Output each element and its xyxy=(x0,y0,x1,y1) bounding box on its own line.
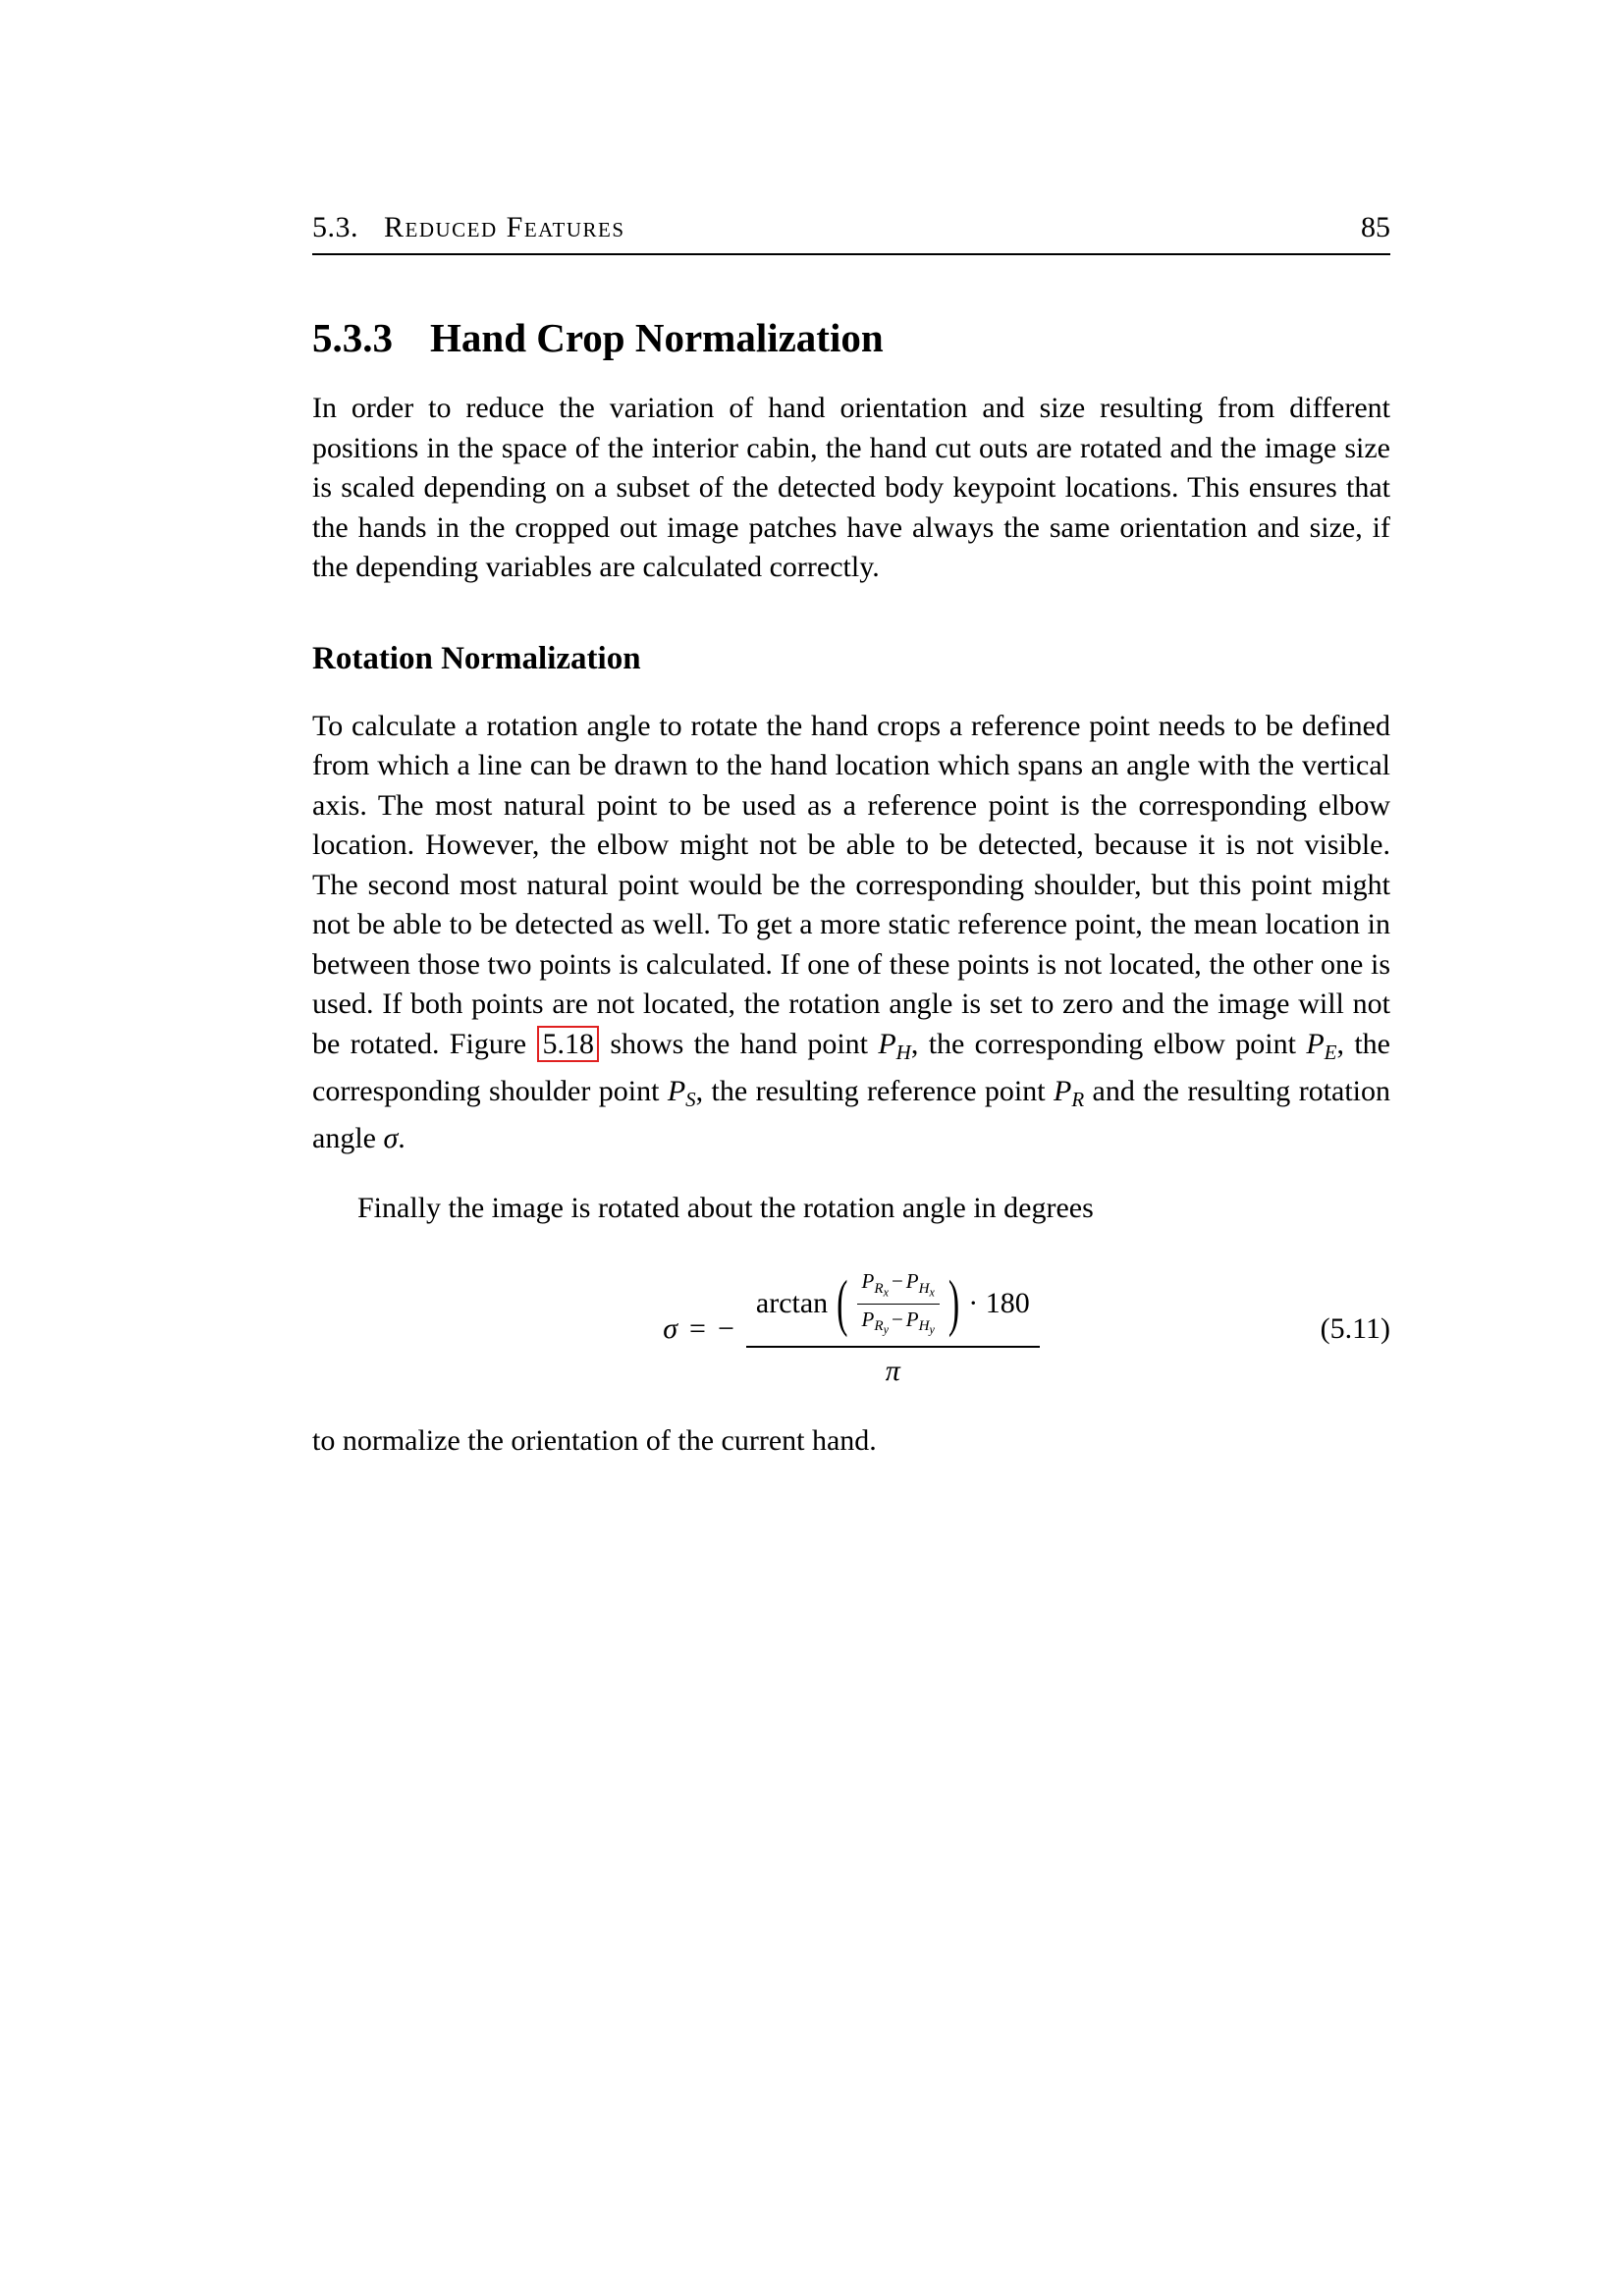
minus-operator: − xyxy=(891,1269,903,1294)
rotation-paragraph-seg-shoulder: , the corresponding shoulder point xyxy=(312,1027,1390,1107)
section-number: 5.3.3 xyxy=(312,315,393,360)
header-section-title: Reduced Features xyxy=(384,211,625,243)
math-sub-H: Hx xyxy=(918,1281,935,1300)
math-sigma: σ xyxy=(383,1122,399,1155)
rotation-paragraph xyxy=(312,707,1390,1159)
math-sub-H: Hy xyxy=(918,1318,935,1338)
rotation-paragraph-text: To calculate a rotation angle to rotate the hand crops a reference point needs to be defined from which a line can be drawn to the hand location which spans an angle with the vertical axis. The most natural point to be used as a reference point is the corresponding elbow location. However, the elbow might not be able to be detected, because it is not visible. The second most natural point would be the corresponding shoulder, but this point might not be able to be detected as well. To get a more static reference point, the mean location in between those two points is calculated. If one of these points is not located, the other one is used. If both points are not located, the rotation angle is set to zero and the image will not be rotated. Figure xyxy=(312,709,1390,1060)
math-var-P: P xyxy=(1306,1027,1325,1060)
closing-paragraph: to normalize the orientation of the current hand. xyxy=(312,1424,877,1458)
rotation-paragraph-period: . xyxy=(398,1122,406,1155)
section-title: Hand Crop Normalization xyxy=(430,315,884,360)
rotation-paragraph-after-ref: shows the hand point xyxy=(599,1027,879,1060)
math-var-P: P xyxy=(1054,1074,1072,1107)
arctan-operator: arctan xyxy=(755,1286,829,1319)
math-var-P: P xyxy=(667,1074,686,1107)
math-sub-R: Rx xyxy=(874,1281,889,1300)
main-fraction-denominator xyxy=(746,1346,1040,1389)
equation-5-11 xyxy=(312,1269,1390,1388)
main-fraction-numerator xyxy=(746,1269,1040,1346)
math-sub-H: H xyxy=(895,1040,911,1064)
math-P-H xyxy=(878,1027,911,1064)
math-P-R xyxy=(1054,1074,1085,1111)
math-var-P: P xyxy=(878,1027,896,1060)
math-var-P: P xyxy=(905,1269,919,1294)
section-heading xyxy=(312,314,1390,361)
intro-paragraph: In order to reduce the variation of hand orientation and size resulting from different positions in the space of the interior cabin, the hand cut outs are rotated and the image size is scaled depending on a subset of the detected body keypoint locations. This ensures that the hands in the cropped out image patches have always the same orientation and size, if the depending variables are calculated correctly. xyxy=(312,392,1390,583)
equation-sigma: σ xyxy=(663,1311,678,1345)
math-var-P: P xyxy=(905,1307,919,1331)
math-var-P: P xyxy=(861,1269,875,1294)
equation-equals-sign: = xyxy=(689,1311,706,1345)
inner-fraction-denominator xyxy=(857,1304,940,1338)
header-section-label xyxy=(312,211,625,244)
math-P-S xyxy=(667,1074,696,1111)
math-subsub-y: y xyxy=(883,1323,889,1338)
main-fraction xyxy=(746,1269,1040,1388)
math-P-E xyxy=(1306,1027,1337,1064)
minus-operator: − xyxy=(891,1307,903,1331)
equation-body xyxy=(663,1269,1039,1388)
page-number: 85 xyxy=(1361,211,1390,243)
equation-minus-sign: − xyxy=(717,1311,734,1345)
running-header xyxy=(312,211,1390,255)
math-sub-R: R xyxy=(1071,1087,1085,1111)
math-subsub-x: x xyxy=(883,1285,889,1300)
text-block xyxy=(312,211,1390,1462)
math-sub-S: S xyxy=(685,1087,696,1111)
equation-number: (5.11) xyxy=(1320,1311,1390,1345)
inner-fraction-numerator xyxy=(857,1269,940,1303)
math-sub-E: E xyxy=(1324,1040,1337,1064)
rotation-paragraph-seg-reference: , the resulting reference point xyxy=(695,1074,1054,1107)
header-section-number: 5.3. xyxy=(312,211,358,243)
math-sub-R: Ry xyxy=(874,1318,889,1338)
finally-paragraph: Finally the image is rotated about the rotation angle in degrees xyxy=(357,1191,1094,1224)
math-pi: π xyxy=(885,1354,900,1387)
inner-fraction xyxy=(857,1269,940,1338)
math-subsub-y: y xyxy=(929,1323,935,1338)
left-paren: ( xyxy=(837,1268,848,1339)
right-paren: ) xyxy=(947,1268,960,1339)
math-subsub-x: x xyxy=(929,1285,935,1300)
figure-ref-link[interactable]: 5.18 xyxy=(537,1026,599,1062)
subsection-heading: Rotation Normalization xyxy=(312,640,641,676)
times-180: · 180 xyxy=(968,1286,1030,1319)
rotation-paragraph-seg-elbow: , the corresponding elbow point xyxy=(910,1027,1307,1060)
math-var-P: P xyxy=(861,1307,875,1331)
rotation-paragraph-seg-angle: and the resulting rotation angle xyxy=(312,1074,1391,1155)
